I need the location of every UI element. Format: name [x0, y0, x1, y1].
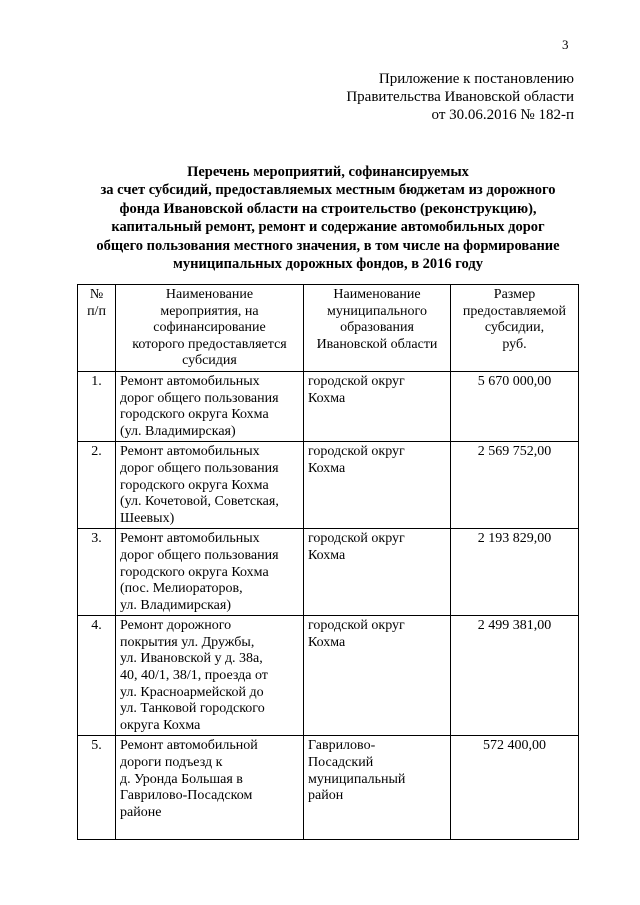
appendix-reference — [346, 70, 574, 124]
title-line: общего пользования местного значения, в том числе на формирование — [96, 237, 560, 254]
title-line: фонда Ивановской области на строительство (реконструкцию), — [119, 200, 537, 217]
row-number: 4. — [78, 616, 116, 736]
row-number: 3. — [78, 529, 116, 616]
header-municipality: Наименование муниципального образования Ивановской области — [304, 285, 451, 372]
title-line: за счет субсидий, предоставляемых местным бюджетам из дорожного — [100, 182, 556, 199]
municipality-name: Гаврилово- Посадский муниципальный район — [304, 736, 451, 840]
row-number: 2. — [78, 442, 116, 529]
measure-name: Ремонт автомобильных дорог общего пользования городского округа Кохма (ул. Кочетовой, Советская, Шеевых) — [116, 442, 304, 529]
table-row — [78, 529, 579, 616]
municipality-name: городской округ Кохма — [304, 442, 451, 529]
appendix-line: Правительства Ивановской области — [346, 89, 574, 105]
measure-name: Ремонт дорожного покрытия ул. Дружбы, ул. Ивановской у д. 38а, 40, 40/1, 38/1, проезда от ул. Красноармейской до ул. Танковой городского округа Кохма — [116, 616, 304, 736]
subsidy-amount: 2 193 829,00 — [451, 529, 579, 616]
row-number: 1. — [78, 371, 116, 441]
row-number: 5. — [78, 736, 116, 840]
title-line: капитальный ремонт, ремонт и содержание автомобильных дорог — [111, 219, 545, 236]
table-row — [78, 616, 579, 736]
subsidies-table — [77, 284, 579, 840]
page-number: 3 — [562, 37, 569, 52]
measure-name: Ремонт автомобильных дорог общего пользования городского округа Кохма (пос. Мелиораторов, ул. Владимирская) — [116, 529, 304, 616]
appendix-line: от 30.06.2016 № 182-п — [431, 107, 574, 123]
header-amount: Размер предоставляемой субсидии, руб. — [451, 285, 579, 372]
table-row — [78, 736, 579, 840]
subsidy-amount: 572 400,00 — [451, 736, 579, 840]
document-title — [80, 163, 576, 273]
subsidy-amount: 2 499 381,00 — [451, 616, 579, 736]
subsidy-amount: 5 670 000,00 — [451, 371, 579, 441]
header-name: Наименование мероприятия, на софинансирование которого предоставляется субсидия — [116, 285, 304, 372]
subsidy-amount: 2 569 752,00 — [451, 442, 579, 529]
appendix-line: Приложение к постановлению — [378, 71, 574, 87]
municipality-name: городской округ Кохма — [304, 616, 451, 736]
measure-name: Ремонт автомобильной дороги подъезд к д. Уронда Большая в Гаврилово-Посадском районе — [116, 736, 304, 840]
header-num: № п/п — [78, 285, 116, 372]
table-row — [78, 371, 579, 441]
table-header-row — [78, 285, 579, 372]
municipality-name: городской округ Кохма — [304, 371, 451, 441]
municipality-name: городской округ Кохма — [304, 529, 451, 616]
table-row — [78, 442, 579, 529]
title-line: муниципальных дорожных фондов, в 2016 году — [173, 256, 483, 273]
title-line: Перечень мероприятий, софинансируемых — [187, 164, 469, 180]
measure-name: Ремонт автомобильных дорог общего пользования городского округа Кохма (ул. Владимирская) — [116, 371, 304, 441]
